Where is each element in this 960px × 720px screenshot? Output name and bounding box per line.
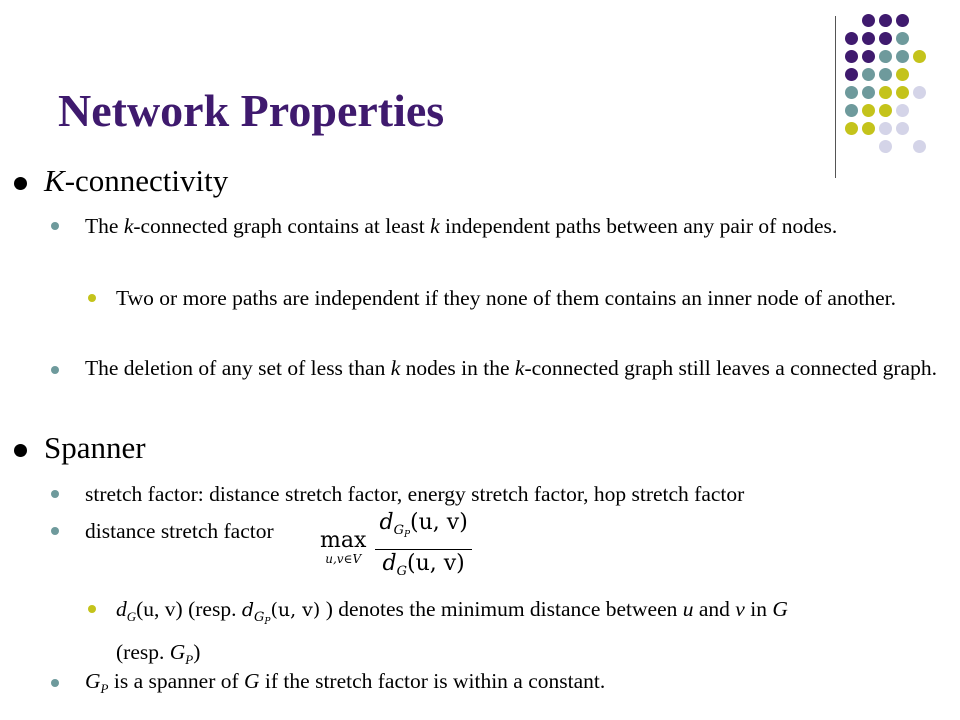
list-item: $d_G(u$, v) (resp. $d_{G_P}(u$, v) ) denotes the minimum distance between u and v in G (resp. $G_P$) (116, 597, 788, 667)
bullet-icon (51, 366, 59, 374)
decorative-dot (879, 32, 892, 45)
list-item: $G_P$ is a spanner of G if the stretch factor is within a constant. (85, 669, 606, 696)
decorative-dot (862, 32, 875, 45)
list-item: The k-connected graph contains at least k independent paths between any pair of nodes. (85, 214, 838, 238)
decorative-dot (879, 104, 892, 117)
bullet-icon (51, 527, 59, 535)
decorative-dot (896, 68, 909, 81)
decorative-dot (896, 86, 909, 99)
decorative-dot (896, 104, 909, 117)
bullet-icon (88, 605, 96, 613)
decorative-dot (913, 140, 926, 153)
decorative-dot (845, 86, 858, 99)
bullet-icon (51, 490, 59, 498)
decorative-dot (879, 140, 892, 153)
list-item: distance stretch factor (85, 519, 274, 543)
bullet-icon (51, 222, 59, 230)
list-item: stretch factor: distance stretch factor, energy stretch factor, hop stretch factor (85, 482, 745, 506)
bullet-icon (14, 444, 27, 457)
decorative-dot (896, 14, 909, 27)
page-title: Network Properties (58, 85, 445, 136)
decorative-dot (845, 68, 858, 81)
decorative-dot (862, 86, 875, 99)
decorative-dot (879, 68, 892, 81)
decorative-dot (896, 50, 909, 63)
decorative-dot (862, 68, 875, 81)
list-item: Two or more paths are independent if they none of them contains an inner node of another. (116, 286, 897, 310)
decorative-dot (862, 14, 875, 27)
decorative-dot (845, 104, 858, 117)
heading-spanner: Spanner (44, 430, 146, 465)
divider-line (835, 16, 836, 178)
decorative-dot (896, 32, 909, 45)
bullet-icon (88, 294, 96, 302)
decorative-dot (862, 104, 875, 117)
list-item: The deletion of any set of less than k nodes in the k-connected graph still leaves a connected graph. (85, 356, 937, 380)
bullet-icon (51, 679, 59, 687)
decorative-dot (862, 50, 875, 63)
heading-k-connectivity: K-connectivity (44, 163, 229, 198)
stretch-factor-formula: max u,v∈V $\frac{d_{G_P}(u, v)}{d_G(u, v)}$ (320, 510, 472, 585)
bullet-icon (14, 177, 27, 190)
decorative-dot (879, 122, 892, 135)
decorative-dot (879, 14, 892, 27)
decorative-dot (913, 50, 926, 63)
decorative-dot (845, 122, 858, 135)
decorative-dot (845, 32, 858, 45)
decorative-dot (862, 122, 875, 135)
decorative-dot (913, 86, 926, 99)
decorative-dot (845, 50, 858, 63)
decorative-dot (879, 86, 892, 99)
decorative-dot (896, 122, 909, 135)
decorative-dot (879, 50, 892, 63)
